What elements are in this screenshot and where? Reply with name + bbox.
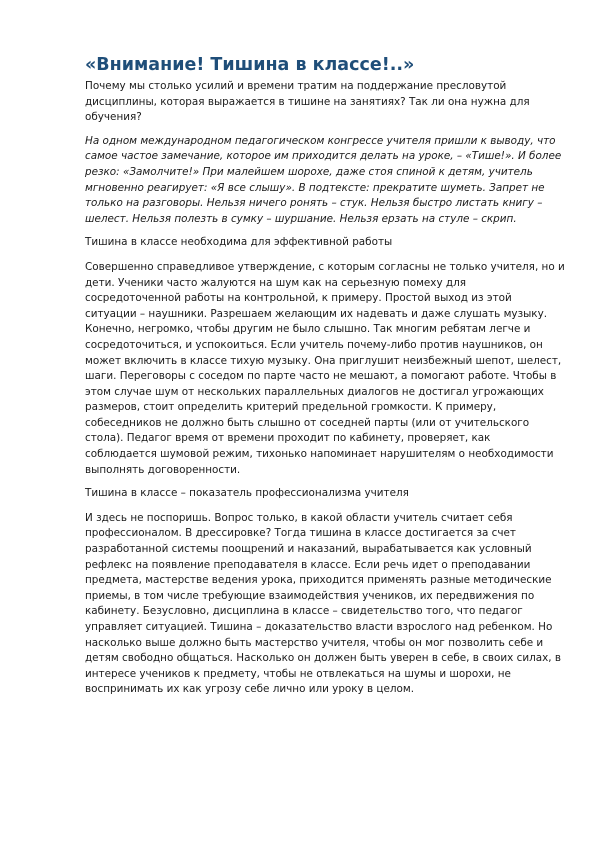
section-heading-effective-work: Тишина в классе необходима для эффективной работы — [85, 236, 393, 249]
section-body-effective-work: Совершенно справедливое утверждение, с которым согласны не только учителя, но и дети. Ученики часто жалуются на шум как на серьезную помеху для сосредоточенной работы на контрольной, к примеру. Простой выход из этой ситуации – наушники. Разрешаем желающим их надевать и даже слушать музыку. Конечно, негромко, чтобы другим не было слышно. Так многим ребятам легче и сосредоточиться, и успокоиться. Если учитель почему-либо против наушников, он может включить в классе тихую музыку. Она приглушит неизбежный шепот, шелест, шаги. Переговоры с соседом по парте часто не мешают, а помогают работе. Чтобы в этом случае шум от нескольких параллельных диалогов не достигал угрожающих размеров, стоит определить критерий предельной громкости. К примеру, собеседников не должно быть слышно от соседней парты (или от учительского стола). Педагог время от времени проходит по кабинету, проверяет, как соблюдается шумовой режим, тихонько напоминает нарушителям о необходимости выполнять договоренности. — [85, 260, 565, 476]
document-title: «Внимание! Тишина в классе!..» — [85, 55, 415, 75]
document-page — [85, 53, 565, 706]
quote-paragraph: На одном международном педагогическом конгрессе учителя пришли к выводу, что самое частое замечание, которое им приходится делать на уроке, – «Тише!». И более резко: «Замолчите!» При малейшем шорохе, даже стоя спиной к детям, учитель мгновенно реагирует: «Я все слышу». В подтексте: прекратите шуметь. Запрет не только на разговоры. Нельзя ничего ронять – стук. Нельзя быстро листать книгу – шелест. Нельзя полезть в сумку – шуршание. Нельзя ерзать на стуле – скрип. — [85, 134, 562, 225]
section-heading-professionalism: Тишина в классе – показатель профессионализма учителя — [85, 487, 409, 500]
section-body-professionalism: И здесь не поспоришь. Вопрос только, в какой области учитель считает себя профессионалом. В дрессировке? Тогда тишина в классе достигается за счет разработанной системы поощрений и наказаний, вырабатывается как условный рефлекс на появление преподавателя в классе. Если речь идет о преподавании предмета, мастерстве ведения урока, приходится применять разные методические приемы, в том числе требующие взаимодействия учеников, их передвижения по кабинету. Безусловно, дисциплина в классе – свидетельство того, что педагог управляет ситуацией. Тишина – доказательство власти взрослого над ребенком. Но насколько выше должно быть мастерство учителя, чтобы он мог позволить себе и детям свободно общаться. Насколько он должен быть уверен в себе, в своих силах, в интересе учеников к предмету, чтобы не отвлекаться на шумы и шорохи, не воспринимать их как угрозу себе лично или уроку в целом. — [85, 511, 561, 696]
intro-paragraph: Почему мы столько усилий и времени тратим на поддержание пресловутой дисциплины, которая выражается в тишине на занятиях? Так ли она нужна для обучения? — [85, 80, 530, 124]
